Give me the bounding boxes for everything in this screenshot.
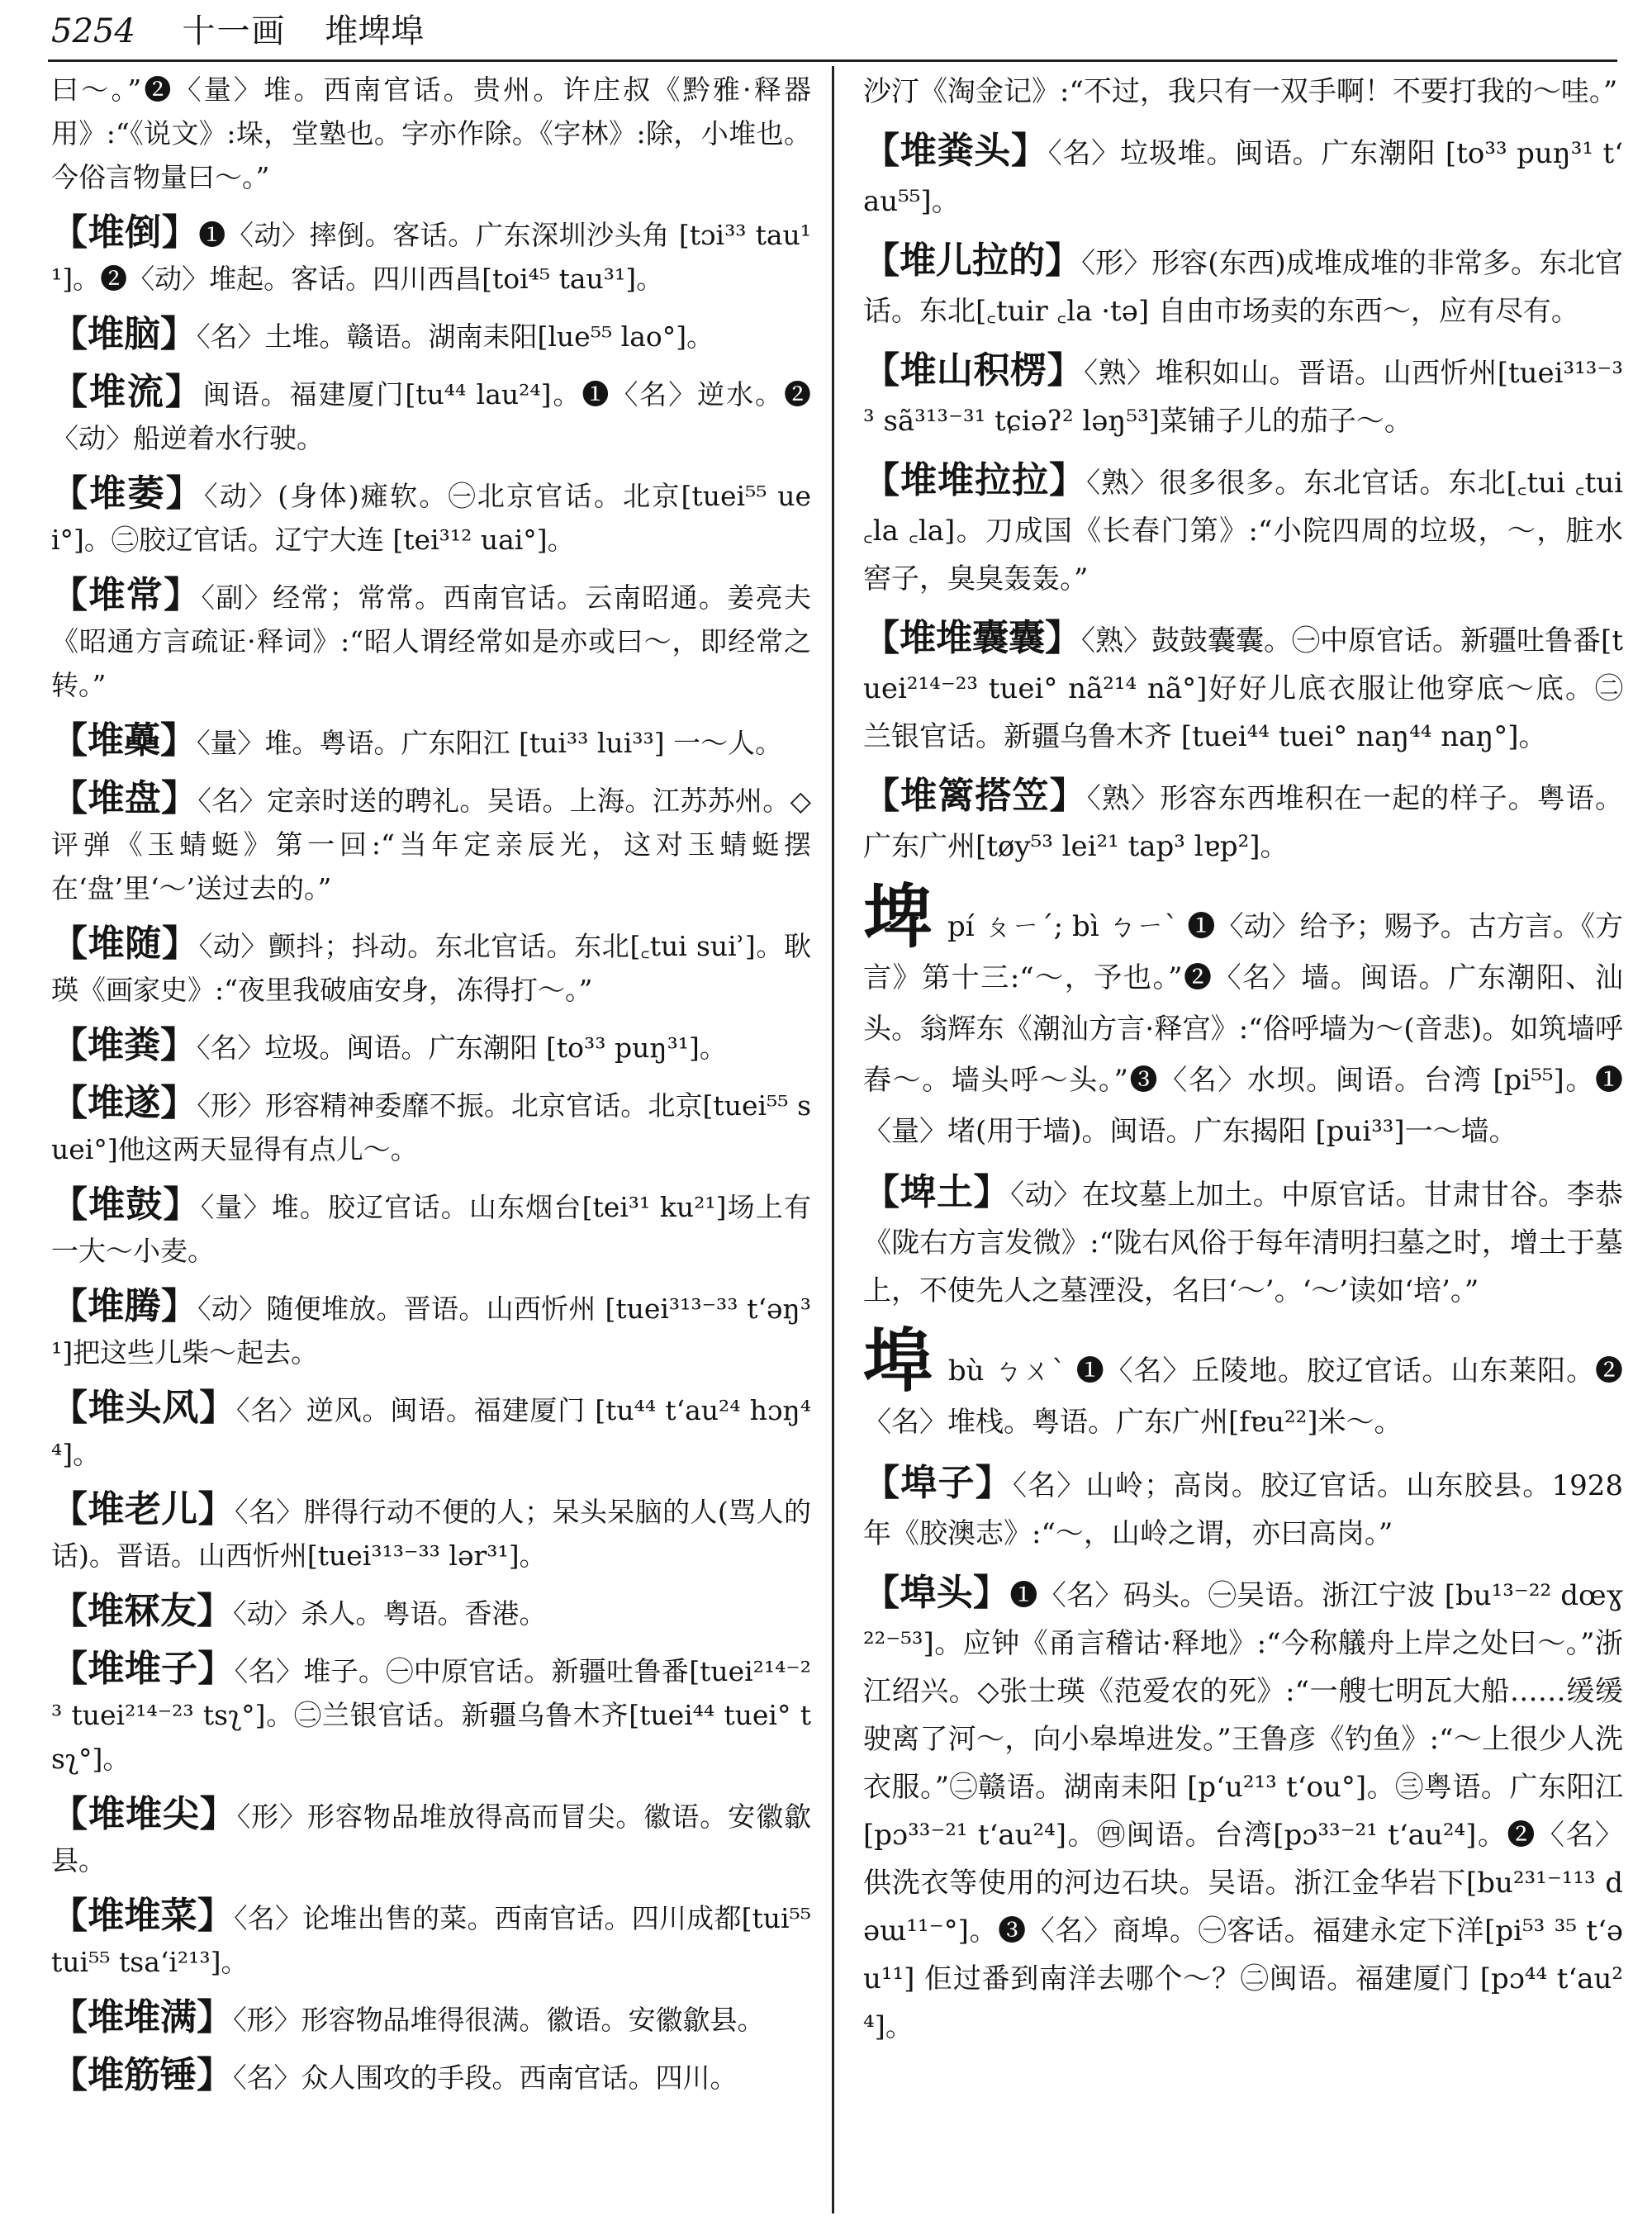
entry-definition: 〈动〉颤抖；抖动。东北官话。东北[꜀tui suiʾ]。耿瑛《画家史》:“夜里我破庙安身，冻得打～。” xyxy=(51,930,811,1006)
entry-definition: 〈形〉形容精神委靡不振。北京官话。北京[tuei⁵⁵ suei°]他这两天显得有点儿～。 xyxy=(51,1089,811,1165)
entry-headword: 【堆盘】 xyxy=(51,777,198,819)
dictionary-entry xyxy=(51,922,811,1012)
dictionary-entry xyxy=(863,457,1623,603)
entry-headword: 【堆堆菜】 xyxy=(51,1895,235,1937)
entry-definition: 〈量〉堆。粤语。广东阳江 [tui³³ lui³³] 一～人。 xyxy=(197,727,783,759)
entry-headword: 【堆儿拉的】 xyxy=(863,240,1082,282)
entry-headword: 【堆堆尖】 xyxy=(51,1793,237,1835)
entry-definition: 〈动〉杀人。粤语。香港。 xyxy=(233,1597,547,1630)
dictionary-entry xyxy=(863,237,1623,335)
entry-headword: 【堆鼓】 xyxy=(51,1184,201,1226)
dictionary-entry xyxy=(51,1589,811,1635)
dictionary-entry xyxy=(863,875,1623,1157)
dictionary-entry xyxy=(863,347,1623,445)
entry-definition: 〈副〉经常；常常。西南官话。云南昭通。姜亮夫《昭通方言疏证·释词》:“昭人谓经常如是亦或曰～，即经常之转。” xyxy=(51,581,812,701)
dictionary-entry xyxy=(863,1169,1623,1315)
right-column xyxy=(863,68,1623,2062)
stroke-section: 十一画 xyxy=(182,12,287,50)
entry-definition: 〈名〉垃圾堆。闽语。广东潮阳 [to³³ puŋ³¹ tʻau⁵⁵]。 xyxy=(863,137,1623,218)
entry-definition: 〈动〉随便堆放。晋语。山西忻州 [tuei³¹³⁻³³ tʻəŋ³¹]把这些儿柴～起去。 xyxy=(51,1293,812,1369)
entry-definition: bù ㄅㄨˋ ❶〈名〉丘陵地。胶辽官话。山东莱阳。❷〈名〉堆栈。粤语。广东广州[fɐu²²]米～。 xyxy=(863,1355,1623,1439)
dictionary-entry xyxy=(863,1459,1623,1558)
dictionary-entry xyxy=(51,370,811,460)
entry-headword: 【堆倒】 xyxy=(51,211,199,254)
entry-headword: 【堆堆满】 xyxy=(51,1996,233,2038)
entry-definition: 曰～。”❷〈量〉堆。西南官话。贵州。许庄叔《黔雅·释器用》:“《说文》:垛，堂塾也。字亦作除。《字林》:除，小堆也。今俗言物量曰～。” xyxy=(51,74,811,193)
entry-definition: 〈形〉形容物品堆放得高而冒尖。徽语。安徽歙县。 xyxy=(51,1801,812,1877)
dictionary-entry xyxy=(863,127,1623,225)
head-character: 埤 xyxy=(863,875,933,957)
page-number: 5254 xyxy=(51,12,135,50)
header-rule xyxy=(48,59,1617,62)
entry-definition: 沙汀《淘金记》:“不过，我只有一双手啊！不要打我的～哇。” xyxy=(863,75,1618,108)
entry-headword: 【堆常】 xyxy=(51,574,202,616)
entry-headword: 【堆粪头】 xyxy=(863,130,1048,172)
entry-definition: pí ㄆㄧˊ; bì ㄅㄧˋ ❶〈动〉给予；赐予。古方言。《方言》第十三:“～，予也。”❷〈名〉墙。闽语。广东潮阳、汕头。翁辉东《潮汕方言·释宫》:“俗呼墙为～(音悲)。如筑墙呼舂～。墙头呼～头。”❸〈名〉水坝。闽语。台湾 [pi⁵⁵]。❶〈量〉堵(用于墙)。闽语。广东揭阳 [pui³³]一～墙。 xyxy=(863,910,1623,1148)
entry-definition: ❶〈名〉码头。㊀吴语。浙江宁波 [bu¹³⁻²² dœɣ²²⁻⁵³]。应钟《甬言稽诂·释地》:“今称艤舟上岸之处曰～。”浙江绍兴。◇张士瑛《范爱农的死》:“一艘七明瓦大船……缓缓驶离了河～，向小皋埠进发。”王鲁彦《钓鱼》:“～上很少人洗衣服。”㊁赣语。湖南耒阳 [pʻu²¹³ tʻou°]。㊂粤语。广东阳江 [pɔ³³⁻²¹ tʻau²⁴]。㊃闽语。台湾[pɔ³³⁻²¹ tʻau²⁴]。❷〈名〉供洗衣等使用的河边石块。吴语。浙江金华岩下[bu²³¹⁻¹¹³ dəɯ¹¹⁻°]。❸〈名〉商埠。㊀客话。福建永定下洋[pi⁵³ ³⁵ tʻəu¹¹] 佢过番到南洋去哪个～？㊁闽语。福建厦门 [pɔ⁴⁴ tʻau²⁴]。 xyxy=(863,1579,1624,2043)
entry-definition: 〈名〉堆子。㊀中原官话。新疆吐鲁番[tuei²¹⁴⁻²³ tuei²¹⁴⁻²³ tsʅ°]。㊁兰银官话。新疆乌鲁木齐[tuei⁴⁴ tuei° tsʅ°]。 xyxy=(51,1655,811,1775)
entry-headword: 【埠子】 xyxy=(863,1462,1013,1504)
entry-definition: 〈名〉逆风。闽语。福建厦门 [tu⁴⁴ tʻau²⁴ hɔŋ⁴⁴]。 xyxy=(51,1394,812,1470)
dictionary-entry xyxy=(51,1081,811,1171)
entry-definition: 〈动〉在坟墓上加土。中原官话。甘肃甘谷。李恭《陇右方言发微》:“陇右风俗于每年清明扫墓之时，增土于墓上，不使先人之墓湮没，名曰‘～’。‘～’读如‘培’。” xyxy=(863,1179,1624,1307)
dictionary-entry xyxy=(51,1183,811,1273)
dictionary-entry xyxy=(51,211,811,301)
entry-definition: 〈名〉土堆。赣语。湖南耒阳[lue⁵⁵ lao°]。 xyxy=(197,320,714,353)
dictionary-entry xyxy=(51,1023,811,1070)
dictionary-entry xyxy=(863,1569,1623,2051)
left-column xyxy=(51,68,811,2111)
entry-definition: 〈熟〉很多很多。东北官话。东北[꜀tui ꜀tui ꜀la ꜀la]。刀成国《长春门第》:“小院四周的垃圾，～，脏水窖子，臭臭轰轰。” xyxy=(863,467,1624,595)
entry-headword: 【堆粪】 xyxy=(51,1024,197,1066)
dictionary-entry xyxy=(51,1284,811,1374)
entry-headword: 【埤土】 xyxy=(863,1171,1011,1213)
dictionary-entry xyxy=(51,2053,811,2100)
entry-headword: 【埠头】 xyxy=(863,1572,1010,1614)
entry-headword: 【堆腾】 xyxy=(51,1285,198,1327)
entry-headword: 【堆筋锤】 xyxy=(51,2054,233,2096)
entry-headword: 【堆篱搭笠】 xyxy=(863,775,1087,817)
entry-headword: 【堆遂】 xyxy=(51,1082,197,1124)
entry-headword: 【堆堆囊囊】 xyxy=(863,617,1082,659)
entry-definition: 〈熟〉堆积如山。晋语。山西忻州[tuei³¹³⁻³³ sã³¹³⁻³¹ tɕiəʔ² ləŋ⁵³]菜铺子儿的茄子～。 xyxy=(863,357,1623,438)
entry-definition: 〈形〉形容物品堆得很满。徽语。安徽歙县。 xyxy=(233,2004,765,2036)
entry-headword: 【堆老儿】 xyxy=(51,1488,235,1530)
dictionary-entry xyxy=(51,776,811,910)
entry-headword: 【堆萎】 xyxy=(51,472,204,515)
entry-definition: 〈熟〉形容东西堆积在一起的样子。粤语。广东广州[tøy⁵³ lei²¹ tap³ lɐp²]。 xyxy=(863,782,1623,863)
entry-definition: 闽语。福建厦门[tu⁴⁴ lau²⁴]。❶〈名〉逆水。❷〈动〉船逆着水行驶。 xyxy=(51,378,811,454)
entry-definition: 〈量〉堆。胶辽官话。山东烟台[tei³¹ ku²¹]场上有一大～小麦。 xyxy=(51,1191,812,1267)
dictionary-entry xyxy=(51,573,811,707)
entry-definition: 〈形〉形容(东西)成堆成堆的非常多。东北官话。东北[꜀tuir ꜀la ·tə] 自由市场卖的东西～，应有尽有。 xyxy=(863,247,1623,328)
entry-headword: 【堆头风】 xyxy=(51,1387,237,1429)
dictionary-entry xyxy=(51,1894,811,1984)
dictionary-entry xyxy=(863,772,1623,871)
entry-definition: ❶〈动〉摔倒。客话。广东深圳沙头角 [tɔi³³ tau¹¹]。❷〈动〉堆起。客话。四川西昌[toi⁴⁵ tau³¹]。 xyxy=(51,219,812,295)
dictionary-entry xyxy=(863,1320,1623,1448)
dictionary-entry xyxy=(51,68,811,199)
entry-headword: 【堆堆拉拉】 xyxy=(863,459,1087,501)
entry-headword: 【堆脑】 xyxy=(51,313,197,355)
entry-definition: 〈熟〉鼓鼓囊囊。㊀中原官话。新疆吐鲁番[tuei²¹⁴⁻²³ tuei° nã²¹⁴ nã°]好好儿底衣服让他穿底～底。㊁兰银官话。新疆乌鲁木齐 [tuei⁴⁴ tuei° naŋ⁴⁴ naŋ°]。 xyxy=(863,624,1623,753)
dictionary-entry xyxy=(51,1792,811,1882)
header-characters: 堆埤埠 xyxy=(325,12,425,50)
head-character: 埠 xyxy=(863,1320,933,1402)
dictionary-entry xyxy=(51,719,811,765)
dictionary-entry xyxy=(863,68,1623,116)
entry-headword: 【堆冧友】 xyxy=(51,1590,233,1632)
entry-definition: 〈名〉垃圾。闽语。广东潮阳 [to³³ puŋ³¹]。 xyxy=(197,1032,727,1064)
entry-definition: 〈名〉论堆出售的菜。西南官话。四川成都[tui⁵⁵ tui⁵⁵ tsaʻi²¹³]。 xyxy=(51,1902,811,1978)
dictionary-entry xyxy=(863,614,1623,761)
entry-definition: 〈名〉众人围攻的手段。西南官话。四川。 xyxy=(233,2062,738,2094)
entry-definition: 〈名〉定亲时送的聘礼。吴语。上海。江苏苏州。◇评弹《玉蜻蜓》第一回:“当年定亲辰光，这对玉蜻蜓摆在‘盘’里‘～’送过去的。” xyxy=(51,785,811,904)
column-divider xyxy=(832,66,834,2213)
entry-headword: 【堆流】 xyxy=(51,371,203,413)
entry-headword: 【堆蘽】 xyxy=(51,719,197,762)
running-head xyxy=(51,8,1621,55)
dictionary-entry xyxy=(51,1487,811,1578)
entry-definition: 〈名〉山岭；高岗。胶辽官话。山东胶县。1928年《胶澳志》:“～，山岭之谓，亦曰高岗。” xyxy=(863,1469,1623,1550)
dictionary-entry xyxy=(51,1995,811,2042)
dictionary-entry xyxy=(51,1386,811,1476)
entry-definition: 〈动〉(身体)瘫软。㊀北京官话。北京[tuei⁵⁵ uei°]。㊁胶辽官话。辽宁大连 [tei³¹² uai°]。 xyxy=(51,480,812,556)
entry-headword: 【堆堆子】 xyxy=(51,1648,235,1690)
entry-headword: 【堆随】 xyxy=(51,923,199,965)
entry-headword: 【堆山积楞】 xyxy=(863,349,1085,391)
dictionary-entry xyxy=(51,472,811,562)
dictionary-entry xyxy=(51,312,811,358)
entry-definition: 〈名〉胖得行动不便的人；呆头呆脑的人(骂人的话)。晋语。山西忻州[tuei³¹³⁻³³ lər³¹]。 xyxy=(51,1496,812,1572)
dictionary-entry xyxy=(51,1647,811,1781)
